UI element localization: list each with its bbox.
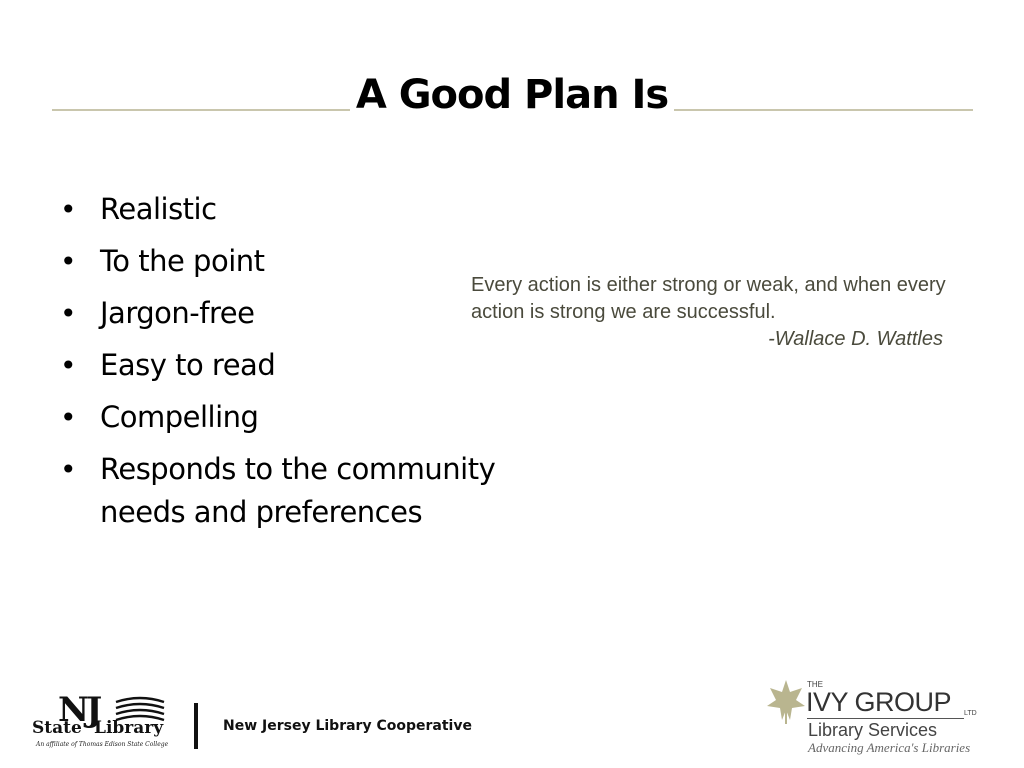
nj-logo-letters: NJ — [58, 690, 100, 730]
ivy-logo-name: IVY GROUP — [806, 687, 952, 717]
bullet-item: • To the point — [60, 240, 540, 283]
slide-title — [0, 72, 1024, 118]
quote-text: Every action is either strong or weak, and when every action is strong we are successful. — [471, 274, 946, 323]
bullet-item: • Realistic — [60, 188, 540, 231]
footer-divider — [194, 703, 198, 749]
bullet-item: • Responds to the community needs and preferences — [60, 448, 540, 534]
nj-state-library-logo — [32, 692, 177, 752]
ivy-logo-tagline: Advancing America's Libraries — [808, 740, 971, 755]
bullet-list — [60, 188, 540, 543]
nj-logo-affiliation: An affiliate of Thomas Edison State College — [36, 741, 169, 748]
ivy-logo-underline — [807, 718, 964, 719]
nj-logo-state: State — [32, 718, 82, 738]
nj-logo-library: Library — [94, 718, 164, 738]
bullet-item: • Easy to read — [60, 344, 540, 387]
bullet-item: • Jargon-free — [60, 292, 540, 335]
cooperative-label: New Jersey Library Cooperative — [223, 718, 472, 734]
quote-author: -Wallace D. Wattles — [768, 328, 943, 350]
ivy-logo-ltd: LTD — [964, 710, 977, 717]
bullet-item: • Compelling — [60, 396, 540, 439]
ivy-logo-services: Library Services — [808, 720, 938, 740]
slide-title-text: A Good Plan Is — [350, 72, 674, 118]
quote-block — [471, 272, 961, 353]
ivy-logo-the: THE — [807, 680, 823, 689]
ivy-group-logo — [766, 678, 986, 760]
ivy-leaf-icon — [766, 678, 806, 726]
